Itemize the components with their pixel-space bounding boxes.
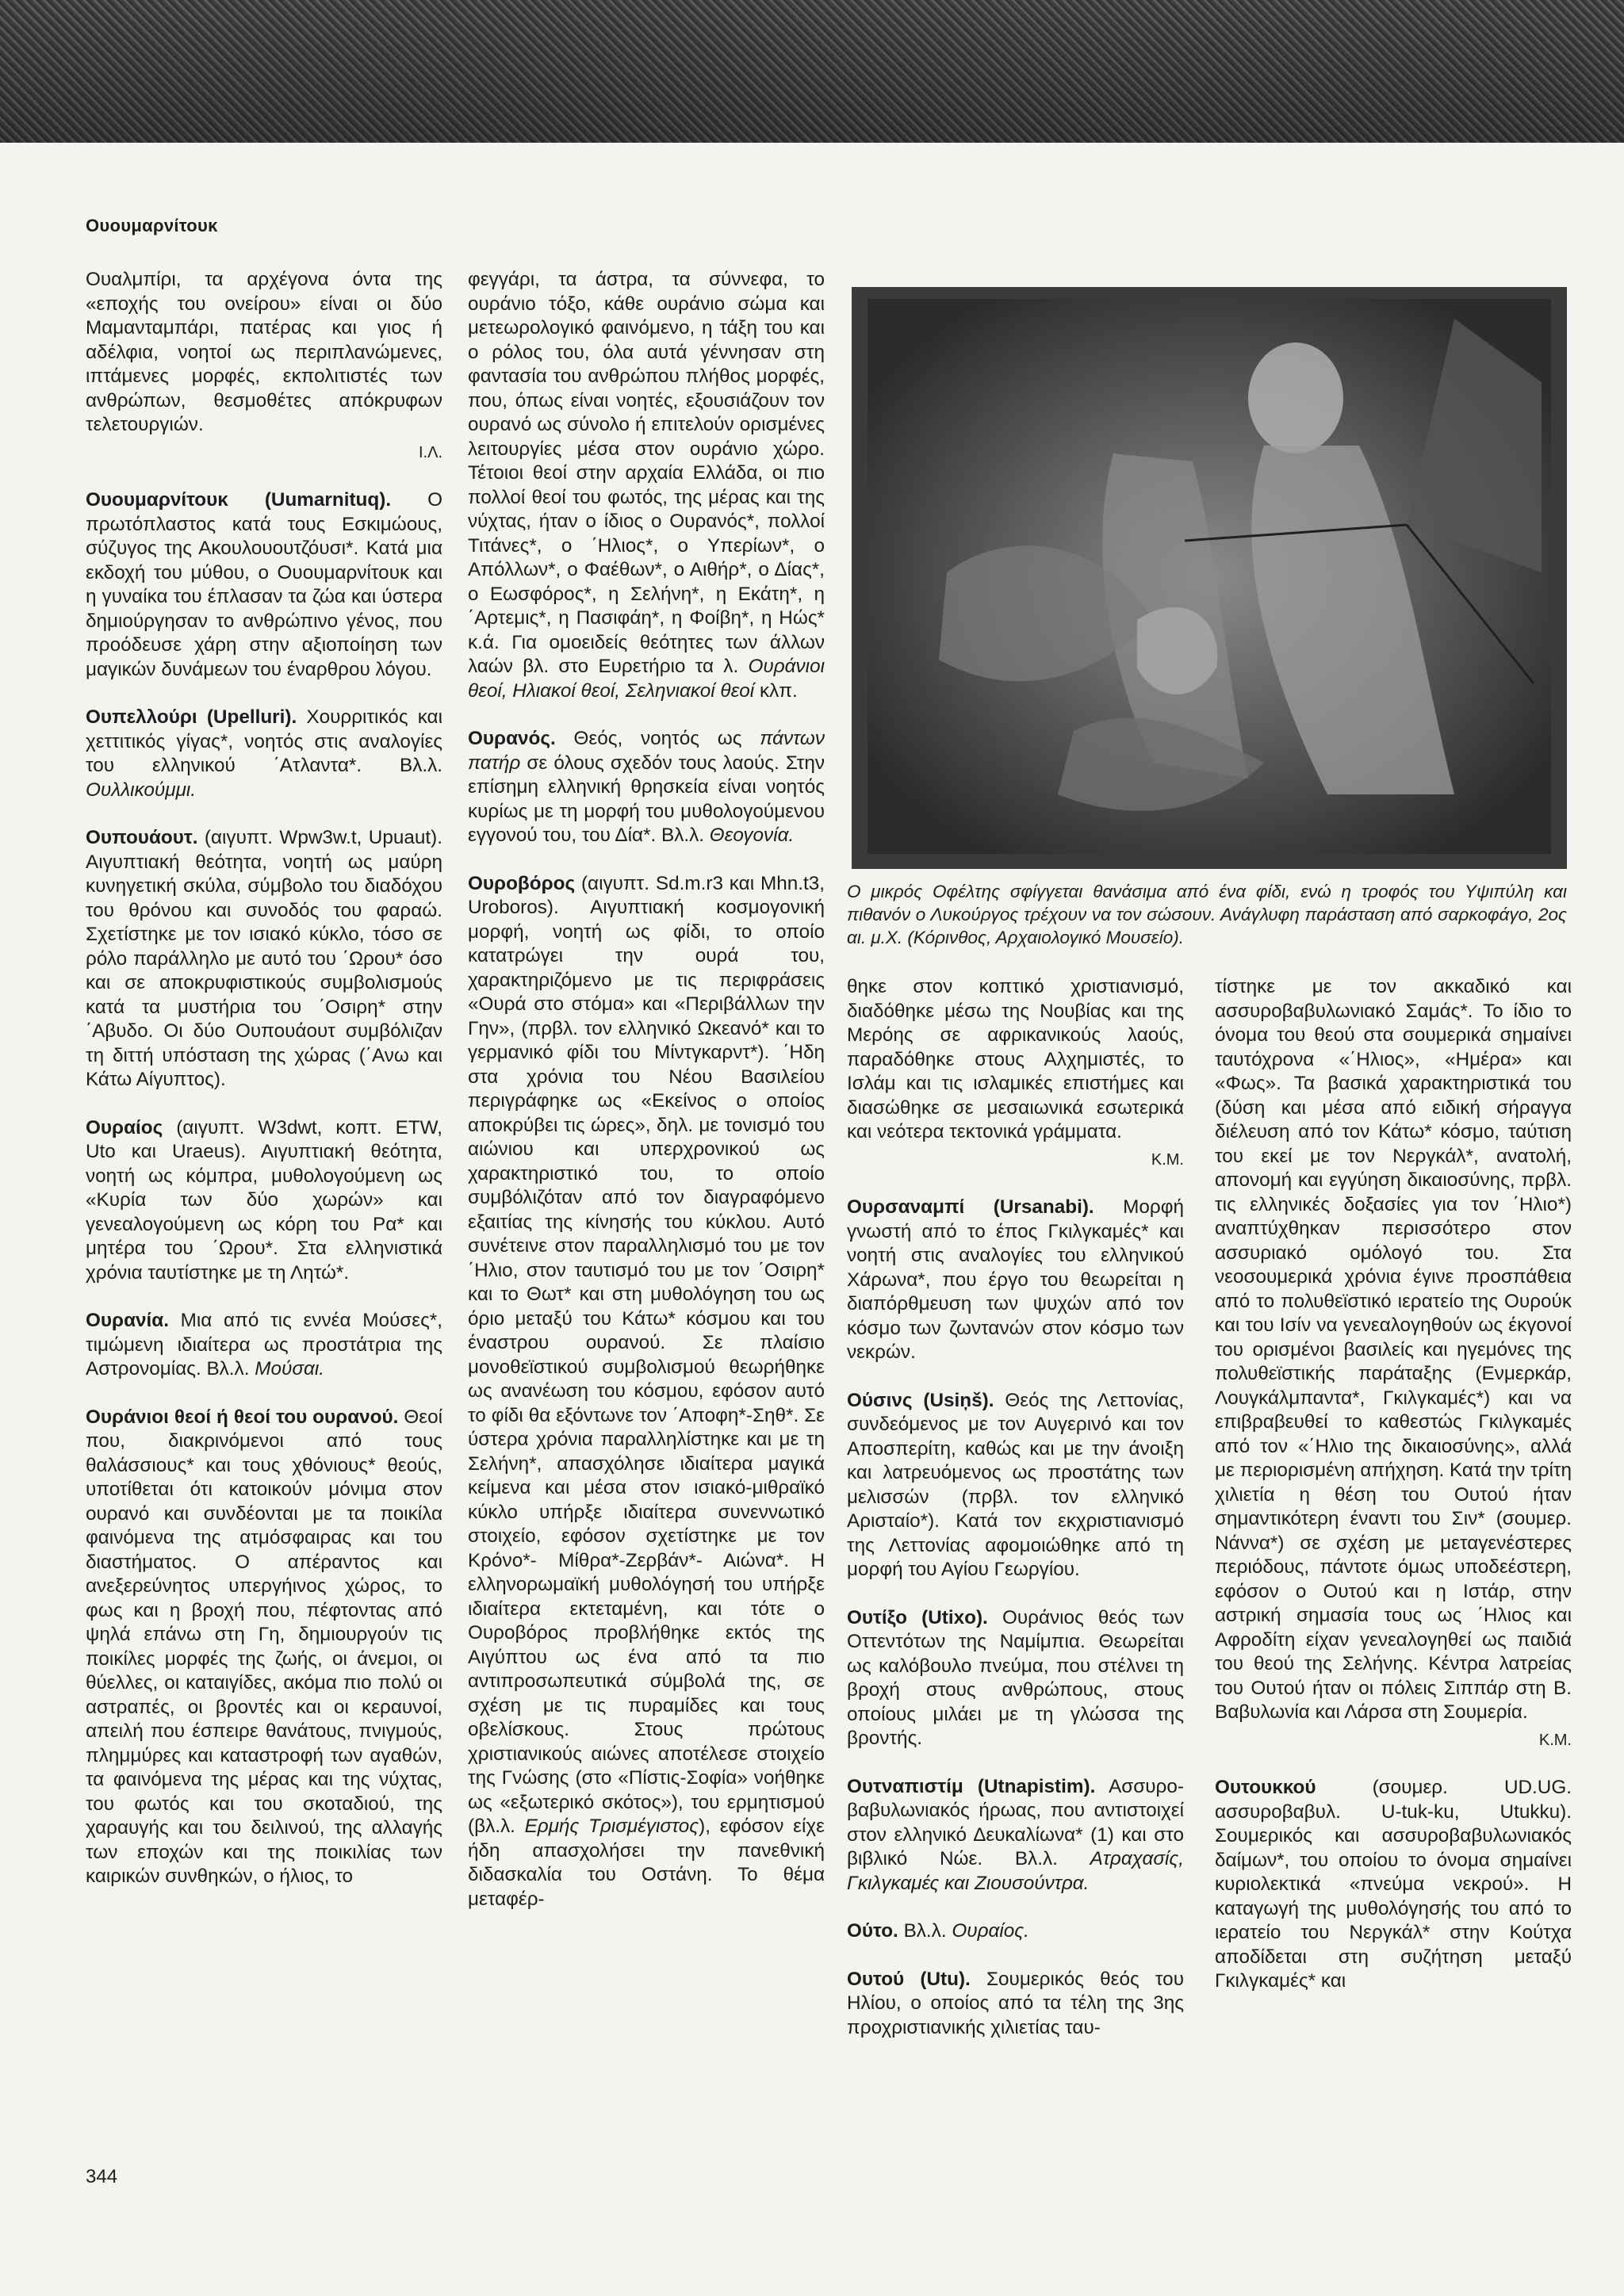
column-4 bbox=[1215, 975, 1572, 2018]
entry-headword: Ουουμαρνίτουκ (Uumarnituq). bbox=[86, 489, 392, 511]
relief-photograph bbox=[852, 287, 1567, 869]
entry-text: (αιγυπτ. Wpw3w.t, Upuaut). Αιγυπτιακή θεότητα, νοητή ως μαύρη κυνηγετική σκύλα, σύμβολο του διαδόχου του θρόνου και συνοδός του φαραώ. Σχετίστηκε με τον ισιακό κύκλο, τόσο σε ρόλο παράλληλο με αυτό του ΄Ωρου* όσο και σε αποκρυφιστικούς συμβολισμούς κατά τα μυστήρια του ΄Οσιρη* στην ΄Αβυδο. Οι δύο Ουπουάουτ συμβόλιζαν τη διττή υπόσταση της χώρας (΄Ανω και Κάτω Αίγυπτος). bbox=[86, 827, 442, 1090]
entry-urania bbox=[86, 1309, 442, 1382]
entry-utnapistim bbox=[847, 1775, 1184, 1896]
entry-headword: Ουρσαναμπί (Ursanabi). bbox=[847, 1196, 1094, 1218]
entry-ursanabi bbox=[847, 1196, 1184, 1365]
cross-reference: Ουραίος. bbox=[952, 1920, 1029, 1942]
entry-emphasis: πάντων πατήρ bbox=[468, 728, 825, 774]
entry-text: Θεός, νοητός ως bbox=[555, 728, 760, 749]
entry-headword: Ουρανία. bbox=[86, 1310, 169, 1331]
cross-reference: Ατραχασίς, Γκιλγκαμές και Ζιουσούντρα. bbox=[847, 1848, 1184, 1894]
entry-text: (σουμερ. UD.UG. ασσυροβαβυλ. U-tuk-ku, Utukku). Σουμερικός και ασσυροβαβυλωνιακός δαίμων*, του οποίου το όνομα σημαίνει κυριολεκτικά «πνεύμα νεκρού». Η καταγωγή της μυθολόγησής του από το ιερατείο του Νεργκάλ* στην Κούτχα αποδίδεται στη συζήτηση μεταξύ Γκιλγκαμές* και bbox=[1215, 1777, 1572, 1992]
column-1 bbox=[86, 268, 442, 1913]
entry-headword: Ουράνιοι θεοί ή θεοί του ουρανού. bbox=[86, 1406, 399, 1428]
entry-text: τίστηκε με τον ακκαδικό και ασσυροβαβυλωνιακό Σαμάς*. Το ίδιο το όνομα του θεού στα σουμερικά σημαίνει ταυτόχρονα «΄Ηλιος», «Ημέρα» και «Φως». Τα βασικά χαρακτηριστικά του (δύση και μέσα από ειδική σήραγγα διέλευση από τον Κάτω* κόσμο, ταύτιση του εκεί με τον Νεργκάλ*, ανατολή, απονομή και εγγύηση δικαιοσύνης, πρβλ. τις ελληνικές δοξασίες για τον ΄Ηλιο*) αναπτύχθηκαν περισσότερο στον ασσυριακό ομόλογό του. Στα νεοσουμερικά χρόνια έγινε προσπάθεια από το πολυθεϊστικό ιερατείο της Ουρούκ και του Ισίν να γενεαλογηθούν ως έκγονοί του ορισμένοι βασιλείς και ηγεμόνες της πολυθεϊστικής παράταξης (Ενμερκάρ, Λουγκάλμπαντα*, Γκιλγκαμές*) και να επιβραβευθεί το καθεστώς Γκιλγκαμές από τον «΄Ηλιο της δικαιοσύνης», αλλά με περιορισμένη απήχηση. Κατά την τρίτη χιλιετία η θέση του Ουτού ήταν σημαντικότερη έναντι του Σιν* (σουμερ. Νάννα*) σε σχέση με μεταγενέστερες περιόδους, πάντοτε όμως υποδεέστερη, εφόσον ο Ουτού και η Ιστάρ, στην αστρική σημασία τους ως ΄Ηλιος και Αφροδίτη είχαν γενεαλογηθεί ως παιδιά του θεού της Σελήνης. Κέντρα λατρείας του Ουτού ήταν οι πόλεις Σιππάρ στη Β. Βαβυλωνία και Λάρσα στη Σουμερία. bbox=[1215, 976, 1572, 1723]
entry-text: Σουμερικός θεός του Ηλίου, ο οποίος από τα τέλη της 3ης προχριστιανικής χιλιετίας ταυ- bbox=[847, 1968, 1184, 2038]
entry-utu bbox=[847, 1968, 1184, 2041]
entry-text: Μια από τις εννέα Μούσες*, τιμώμενη ιδιαίτερα ως προστάτρια της Αστρονομίας. Βλ.λ. bbox=[86, 1310, 442, 1380]
entry-headword: Ουτναπιστίμ (Utnapistim). bbox=[847, 1775, 1096, 1797]
author-signature: Ι.Λ. bbox=[418, 443, 442, 461]
entry-usins bbox=[847, 1389, 1184, 1582]
entry-uroboros bbox=[468, 872, 825, 1912]
entry-text: Ασσυρο-βαβυλωνιακός ήρωας, που αντιστοιχεί στον ελληνικό Δευκαλίωνα* (1) και στο βιβλικό Νώε. Βλ.λ. bbox=[847, 1775, 1184, 1869]
entry-text-end: κλπ. bbox=[754, 679, 798, 702]
entry-text: (αιγυπτ. Sd.m.r3 και Mhn.t3, Uroboros). Αιγυπτιακή κοσμογονική μορφή, νοητή ως φίδι, το οποίο κατατρώγει την ουρά του, χαρακτηριζόμενο με τις περιφράσεις «Ουρά στο στόμα» και «Περιβάλλων την Γην», (πρβλ. τον ελληνικό Ωκεανό* και το γερμανικό φίδι του Μίντγκαρντ*). ΄Ηδη στα χρόνια του Νέου Βασιλείου περιγράφηκε ως «Εκείνος ο οποίος αποκρύβει τις ώρες», δηλ. με τονισμό του αιώνιου και υπερχρονικού ως χαρακτηριστικό του, το οποίο συμβόλιζόταν από τον διαγραφόμενο εξαιτίας της κίνησής του κύκλου. Αυτό συνέτεινε στον παραλληλισμό του με τον ΄Ηλιο, στον ταυτισμό του με τον ΄Οσιρη* και το Θωτ* και στη μυθολόγηση του ως όριο μεταξύ του Κάτω* κόσμου και του έναστρου ουρανού. Σε πλαίσιο μονοθεϊστικού συμβολισμού θεωρήθηκε ως ανανέωση του κόσμου, εφόσον αυτό το φίδι θα εξόντωνε τον ΄Αποφη*-Σηθ*. Σε ύστερα χρόνια παραλληλίστηκε και με τη Σελήνη*, απασχόλησε ιδιαίτερα μαγικά κείμενα και μέσα στον ισιακό-μιθραϊκό κύκλο υπήρξε ιδιαίτερα συνεννωτικό στοιχείο, εφόσον σχετίστηκε με τον Κρόνο*- Μίθρα*-Ζερβάν*- Αιώνα*. Η ελληνορωμαϊκή μυθολόγησή του υπήρξε ιδιαίτερα εκτεταμένη, και τότε ο Ουροβόρος προβλήθηκε εκτός της Αιγύπτου ως ένα από τα πιο αντιπροσωπευτικά σύμβολά της, σε σχέση με τις πυραμίδες και τους οβελίσκους. Στους πρώτους χριστιανικούς αιώνες αποτέλεσε στοιχείο της Γνώσης (στο «Πίστις-Σοφία» νοήθηκε ως «εξωτερικό σκότος»), του ερμητισμού (βλ.λ. bbox=[468, 872, 825, 1837]
entry-text-2: σε όλους σχεδόν τους λαούς. Στην επίσημη ελληνική θρησκεία είναι νοητός κυρίως με τη μορφή του μυθολογούμενου εγγονού του, του Δία*. Βλ.λ. bbox=[468, 752, 825, 846]
entry-headword: Ουτουκκού bbox=[1215, 1777, 1316, 1798]
entry-continued bbox=[1215, 975, 1572, 1752]
entry-headword: Ουπουάουτ. bbox=[86, 827, 198, 848]
entry-text-2: ), εφόσον είχε ήδη απασχολήσει την πανεθνική διδασκαλία του Οστάνη. Το θέμα μεταφέρ- bbox=[468, 1816, 825, 1910]
entry-continued bbox=[847, 975, 1184, 1172]
entry-text: (αιγυπτ. W3dwt, κοπτ. ETW, Uto και Uraeus). Αιγυπτιακή θεότητα, νοητή ως κόμπρα, μυθολογούμενη ως «Κυρία των δύο χωρών» και γενεαλογούμενη ως κόρη του Ρα* και μητέρα του ΄Ωρου*. Στα ελληνιστικά χρόνια ταυτίστηκε με τη Λητώ*. bbox=[86, 1116, 442, 1284]
top-scan-band bbox=[0, 0, 1624, 143]
page-number: 344 bbox=[86, 2166, 118, 2187]
cross-reference: Θεογονία. bbox=[709, 825, 795, 846]
column-3 bbox=[847, 975, 1184, 2064]
entry-text: Ουράνιος θεός των Οττεντότων της Ναμίμπια. Θεωρείται ως καλόβουλο πνεύμα, που στέλνει τη βροχή στους ανθρώπους, στους οποίους μιλάει με τη γλώσσα της βροντής. bbox=[847, 1606, 1184, 1749]
entry-uto bbox=[847, 1919, 1184, 1944]
entry-utixo bbox=[847, 1606, 1184, 1751]
entry-text: φεγγάρι, τα άστρα, τα σύννεφα, το ουράνιο τόξο, κάθε ουράνιο σώμα και μετεωρολογικό φαινόμενο, η τάξη του και ο ρόλος του, όλα αυτά γέννησαν στη φαντασία του ανθρώπου πλήθος μορφές, που, όπως είναι νοητές, εξουσιάζουν τον ουρανό ως σύνολο ή επιτελούν ορισμένες λειτουργίες μέσα στον ουράνιο χώρο. Τέτοιοι θεοί στην αρχαία Ελλάδα, οι πιο πολλοί θεοί του φωτός, της μέρας και της νύχτας, ήταν ο ίδιος ο Ουρανός*, πολλοί Τιτάνες*, ο ΄Ηλιος*, ο Υπερίων*, ο Απόλλων*, ο Φαέθων*, ο Αιθήρ*, ο Δίας*, ο Εωσφόρος*, η Σελήνη*, η Εκάτη*, η ΄Αρτεμις*, η Πασιφάη*, η Φοίβη*, η Ηώς* κ.ά. Για ομοειδείς θεότητες των άλλων λαών βλ. στο Ευρετήριο τα λ. bbox=[468, 269, 825, 677]
entry-headword: Ουτίξο (Utixo). bbox=[847, 1606, 988, 1628]
entry-continued bbox=[86, 268, 442, 465]
entry-utukku bbox=[1215, 1776, 1572, 1994]
entry-upelluri bbox=[86, 706, 442, 802]
author-signature: Κ.Μ. bbox=[1538, 1731, 1572, 1749]
entry-text: Βλ.λ. bbox=[898, 1920, 952, 1942]
entry-text: Ουαλμπίρι, τα αρχέγονα όντα της «εποχής του ονείρου» είναι οι δύο Μαμανταμπάρι, πατέρας και γιος ή αδέλφια, νοητοί ως περιπλανώμενες, ιπτάμενες μορφές, εκπολιτιστές των ανθρώπων, θεσμοθέτες απόκρυφων τελετουργιών. bbox=[86, 269, 442, 435]
entry-uraeus bbox=[86, 1116, 442, 1286]
entry-uumarnituq bbox=[86, 488, 442, 682]
running-head: Ουουμαρνίτουκ bbox=[86, 216, 218, 235]
entry-text: Χουρριτικός και χεττιτικός γίγας*, νοητός στις αναλογίες του ελληνικού ΄Ατλαντα*. Βλ.λ. bbox=[86, 706, 442, 776]
entry-text: θηκε στον κοπτικό χριστιανισμό, διαδόθηκε μέσω της Νουβίας και της Μερόης σε αφρικανικούς λαούς, παραδόθηκε στους Αλχημιστές, το Ισλάμ και τις ισλαμικές επιστήμες και διασώθηκε σε μεσαιωνικά εσωτερικά και νεότερα τεκτονικά γράμματα. bbox=[847, 976, 1184, 1142]
entry-headword: Ουτού (Utu). bbox=[847, 1968, 971, 1990]
cross-reference: Ουλλικούμμι. bbox=[86, 779, 197, 801]
entry-headword: Ουραίος bbox=[86, 1116, 163, 1138]
author-signature: Κ.Μ. bbox=[1151, 1150, 1184, 1169]
entry-headword: Ουπελλούρι (Upelluri). bbox=[86, 706, 297, 728]
entry-headword: Ούτο. bbox=[847, 1920, 898, 1942]
entry-text: Μορφή γνωστή από το έπος Γκιλγκαμές* και νοητή στις αναλογίες του ελληνικού Χάρωνα*, που έργο του θεωρείται η διαπόρθμευση των ψυχών από τον κόσμο των ζωντανών στον κόσμο των νεκρών. bbox=[847, 1196, 1185, 1363]
cross-reference: Ουράνιοι θεοί, Ηλιακοί θεοί, Σεληνιακοί θεοί bbox=[468, 656, 825, 702]
relief-image bbox=[852, 287, 1567, 869]
entry-sky-gods bbox=[86, 1406, 442, 1889]
entry-headword: Ουροβόρος bbox=[468, 872, 576, 894]
entry-headword: Ούσινς (Usiņš). bbox=[847, 1389, 994, 1411]
cross-reference: Μούσαι. bbox=[255, 1358, 324, 1380]
entry-upuaut bbox=[86, 826, 442, 1093]
entry-uranos bbox=[468, 727, 825, 848]
entry-emphasis: Ερμής Τρισμέγιστος bbox=[524, 1816, 699, 1837]
entry-text: Θεός της Λεττονίας, συνδεόμενος με τον Αυγερινό και τον Αποσπερίτη, καθώς και με την άνοιξη και λατρευόμενος ως προστάτης των μελισσών (πρβλ. τον ελληνικό Αρισταίο*). Κατά τον εκχριστιανισμό της Λεττονίας αφομοιώθηκε από τη μορφή του Αγίου Γεωργίου. bbox=[847, 1389, 1184, 1580]
column-2 bbox=[468, 268, 825, 1935]
entry-continued bbox=[468, 268, 825, 703]
entry-text: Θεοί που, διακρινόμενοι από τους θαλάσσιους* και τους χθόνιους* θεούς, υποτίθεται ότι κατοικούν μόνιμα στον ουρανό και συνδέονται με τα ποικίλα φαινόμενα της ατμόσφαιρας και του διαστήματος. Ο απέραντος και ανεξερεύνητος υπεργήινος χώρος, το φως και η βροχή που, πέφτοντας από ψηλά επάνω στη Γη, δημιουργούν τις ποικίλες μορφές της ζωής, οι άνεμοι, οι θύελλες, οι καταιγίδες, ακόμα πιο πολύ οι αστραπές, οι βροντές και οι κεραυνοί, απειλή που έσπειρε θανάτους, πνιγμούς, πλημμύρες και καταστροφή των αγαθών, τα φαινόμενα της μέρας και της νύχτας, του φωτός και του σκοταδιού, της χαραυγής και του δειλινού, της αλλαγής των εποχών και της ποικιλίας των καιρικών συνθηκών, ο ήλιος, το bbox=[86, 1406, 442, 1887]
entry-headword: Ουρανός. bbox=[468, 728, 556, 749]
figure-caption: Ο μικρός Οφέλτης σφίγγεται θανάσιμα από ένα φίδι, ενώ η τροφός του Υψιπύλη και πιθανόν ο Λυκούργος τρέχουν να τον σώσουν. Ανάγλυφη παράσταση από σαρκοφάγο, 2ος αι. μ.Χ. (Κόρινθος, Αρχαιολογικό Μουσείο). bbox=[847, 882, 1567, 947]
entry-text: Ο πρωτόπλαστος κατά τους Εσκιμώους, σύζυγος της Ακουλουουτζόυσι*. Κατά μια εκδοχή του μύθου, ο Ουουμαρνίτουκ και η γυναίκα του έπλασαν τα ζώα και ύστερα δημιούργησαν το ανθρώπινο γένος, που προόδευσε χάρη στην αξιοποίηση των μαγικών δυνάμεων του έναρθρου λόγου. bbox=[86, 489, 443, 680]
